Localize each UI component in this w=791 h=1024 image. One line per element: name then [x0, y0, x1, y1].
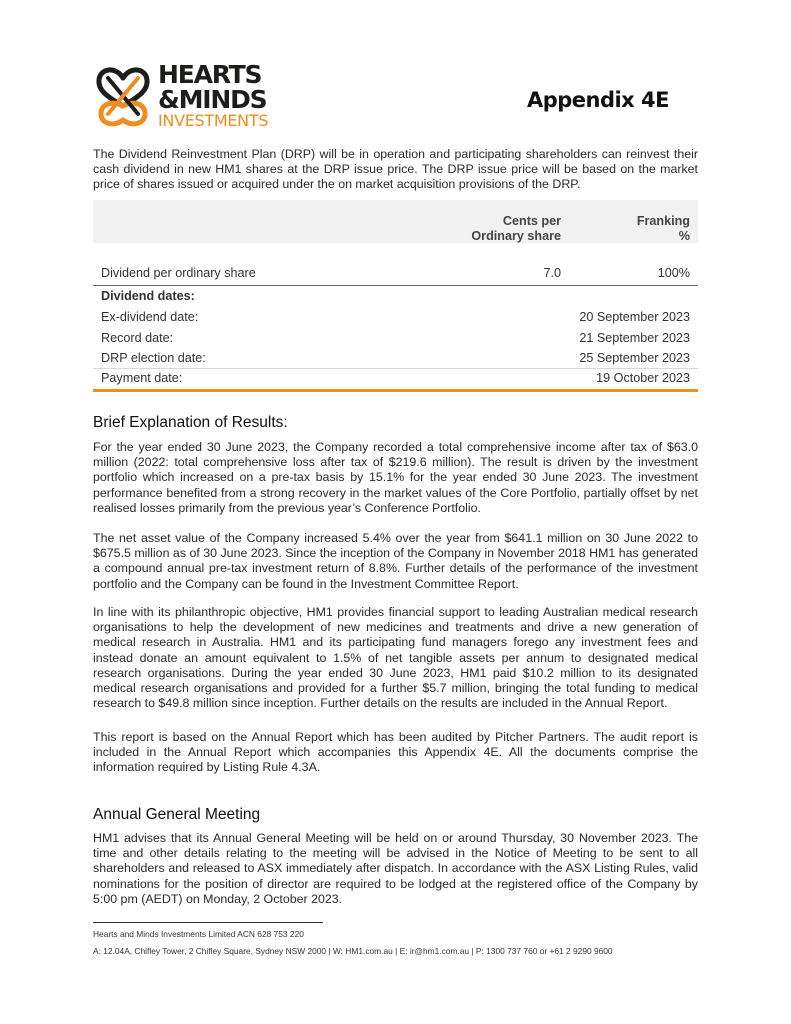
- dividend-table: [93, 200, 698, 385]
- date-value: 20 September 2023: [579, 310, 690, 324]
- logo-line-3: INVESTMENTS: [158, 111, 269, 130]
- date-label: DRP election date:: [101, 351, 206, 365]
- date-value: 19 October 2023: [596, 371, 690, 385]
- footer-contact: A: 12.04A, Chifley Tower, 2 Chifley Square, Sydney NSW 2000 | W: HM1.com.au | E: ir@hm1.com.au | P: 1300 737 760 or +61 2 9290 9600: [93, 946, 613, 956]
- page-title: Appendix 4E: [526, 88, 669, 112]
- agm-heading: Annual General Meeting: [93, 806, 261, 823]
- results-paragraph-2: The net asset value of the Company increased 5.4% over the year from $641.1 million on 30 June 2022 to $675.5 million as of 30 June 2023. Since the inception of the Company in November 2018 HM1 has generated a compound annual pre-tax investment return of 8.8%. Further details of the performance of the investment portfolio and the Company can be found in the Investment Committee Report.: [93, 531, 698, 591]
- column-header-cents: [471, 214, 561, 244]
- results-paragraph-4: This report is based on the Annual Report which has been audited by Pitcher Partners. The audit report is included in the Annual Report which accompanies this Appendix 4E. All the documents comprise the information required by Listing Rule 4.3A.: [93, 730, 698, 775]
- column-header-franking-line2: %: [678, 229, 690, 243]
- date-row: [93, 348, 698, 368]
- results-heading: Brief Explanation of Results:: [93, 414, 288, 431]
- dates-heading-row: [93, 286, 698, 306]
- column-header-cents-line2: Ordinary share: [471, 229, 561, 243]
- dividend-franking: 100%: [657, 266, 690, 280]
- table-bottom-rule: [93, 389, 698, 392]
- logo-line-1: HEARTS: [158, 60, 262, 89]
- company-logo: [94, 62, 274, 136]
- column-header-cents-line1: Cents per: [502, 214, 561, 228]
- column-header-franking-line1: Franking: [636, 214, 690, 228]
- table-header: [93, 200, 698, 243]
- drp-paragraph: The Dividend Reinvestment Plan (DRP) will be in operation and participating shareholders can reinvest their cash dividend in new HM1 shares at the DRP issue price. The DRP issue price will be based on the market price of shares issued or acquired under the on market acquisition provisions of the DRP.: [93, 147, 698, 192]
- date-row: [93, 328, 698, 348]
- results-paragraph-3: In line with its philanthropic objective, HM1 provides financial support to leading Australian medical research organisations to help the development of new medicines and treatments and drive a new generation of medical research in Australia. HM1 and its participating fund managers forego any investment fees and instead donate an amount equivalent to 1.5% of net tangible assets per annum to designated medical research organisations. During the year ended 30 June 2023, HM1 paid $10.2 million to its designated medical research organisations and provided for a further $5.7 million, bringing the total funding to medical research to $49.8 million since inception. Further details on the results are included in the Annual Report.: [93, 605, 698, 711]
- dates-heading: Dividend dates:: [101, 289, 195, 303]
- dividend-cents: 7.0: [543, 266, 561, 280]
- logo-line-2: &MINDS: [158, 85, 267, 114]
- dividend-label: Dividend per ordinary share: [101, 266, 256, 280]
- results-paragraph-1: For the year ended 30 June 2023, the Company recorded a total comprehensive income after tax of $63.0 million (2022: total comprehensive loss after tax of $219.6 million). The result is driven by the investment portfolio which increased on a pre-tax basis by 15.1% for the year ended 30 June 2023. The investment performance benefited from a strong recovery in the market values of the Core Portfolio, partially offset by net realised losses primarily from the previous year’s Conference Portfolio.: [93, 440, 698, 515]
- heart-brain-logo-icon: [94, 64, 152, 130]
- date-value: 25 September 2023: [579, 351, 690, 365]
- footer-rule: [93, 922, 323, 923]
- date-label: Ex-dividend date:: [101, 310, 199, 324]
- date-label: Payment date:: [101, 371, 183, 385]
- date-row: [93, 307, 698, 327]
- date-value: 21 September 2023: [579, 331, 690, 345]
- date-label: Record date:: [101, 331, 174, 345]
- agm-paragraph: HM1 advises that its Annual General Meeting will be held on or around Thursday, 30 November 2023. The time and other details relating to the meeting will be advised in the Notice of Meeting to be sent to all shareholders and released to ASX immediately after dispatch. In accordance with the ASX Listing Rules, valid nominations for the position of director are required to be lodged at the registered office of the Company by 5:00 pm (AEDT) on Monday, 2 October 2023.: [93, 831, 698, 906]
- footer-company: Hearts and Minds Investments Limited ACN 628 753 220: [93, 929, 304, 939]
- dividend-row: [93, 263, 698, 283]
- date-row: [93, 368, 698, 388]
- logo-text: [158, 62, 268, 129]
- column-header-franking: [637, 214, 690, 244]
